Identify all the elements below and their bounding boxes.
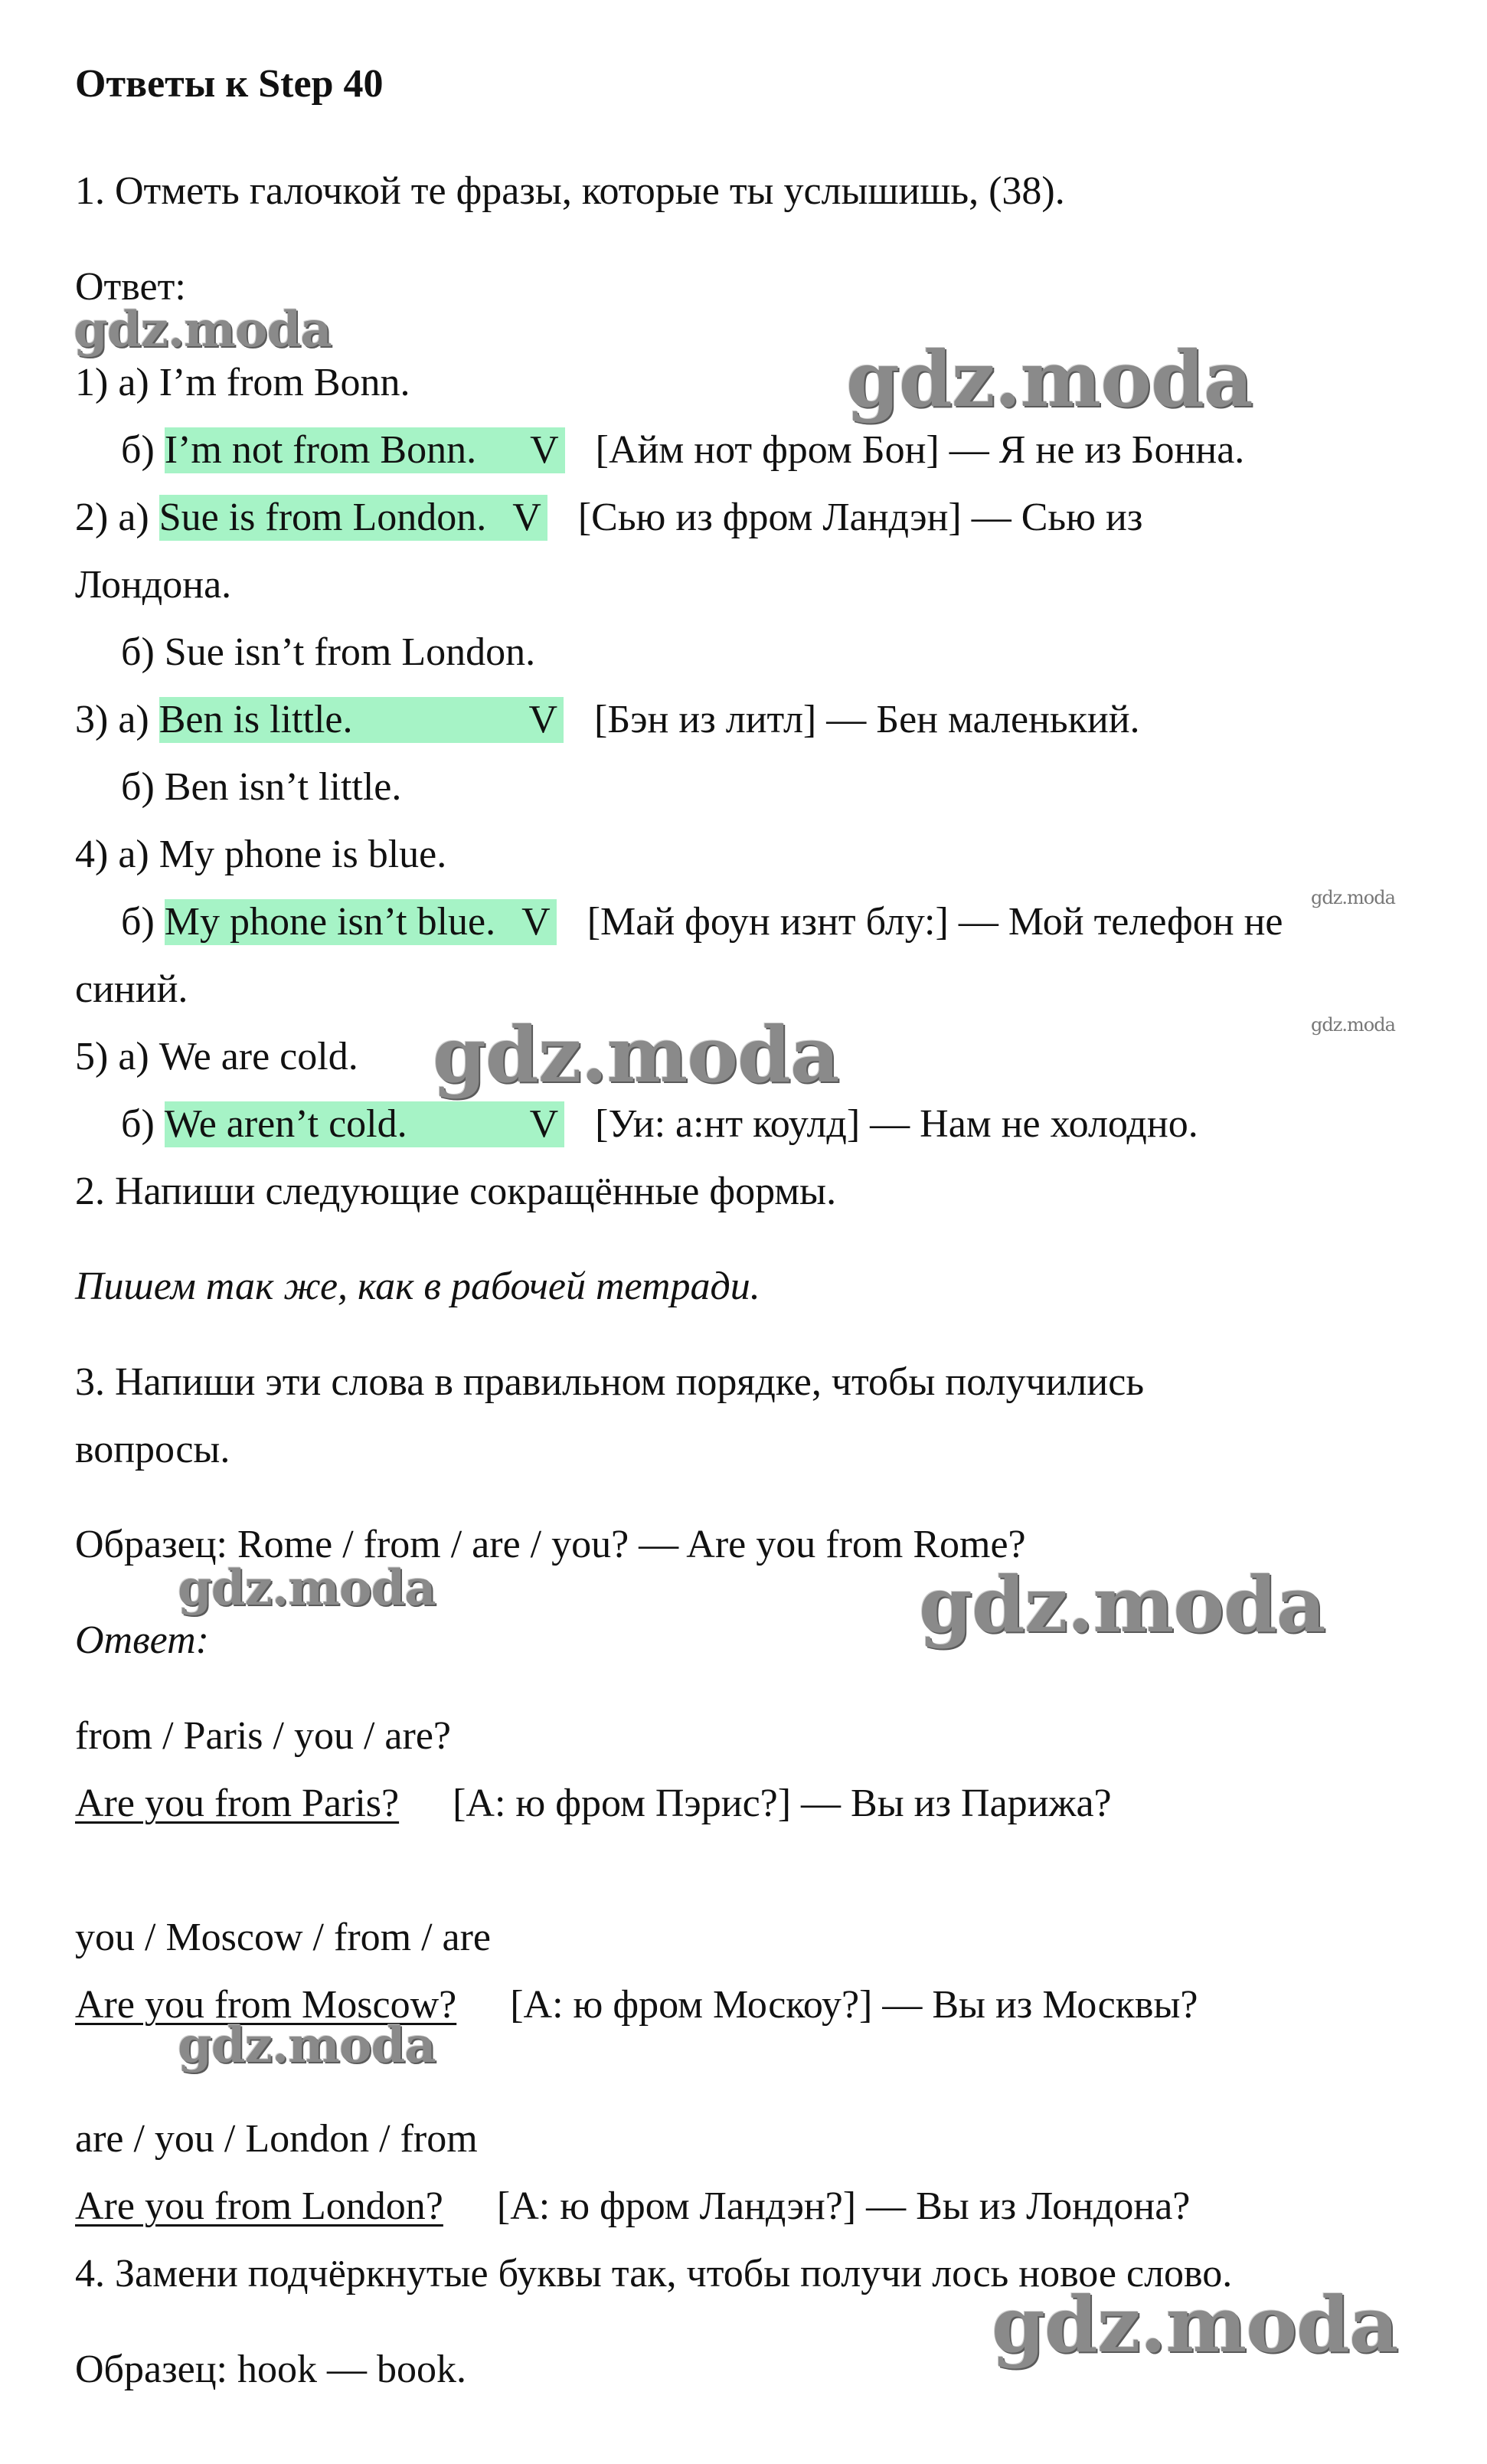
- task3-example: Образец: Rome / from / are / you? — Are you from Rome?: [75, 1523, 1026, 1566]
- checkmark: V: [528, 698, 558, 741]
- watermark: gdz.moda: [992, 2279, 1398, 2370]
- highlight-selected-phrase: I’m not from Bonn. V: [165, 427, 565, 473]
- task1-item3-b: б) Ben isn’t little.: [121, 765, 402, 809]
- task3-heading-line2: вопросы.: [75, 1428, 230, 1471]
- task3-item1-answer: Are you from Paris? [А: ю фром Пэрис?] — Вы из Парижа?: [75, 1782, 1112, 1825]
- task1-item2-b: б) Sue isn’t from London.: [121, 630, 536, 674]
- task3-item2-answer: Are you from Moscow? [А: ю фром Москоу?] — Вы из Москвы?: [75, 1983, 1198, 2027]
- watermark: gdz.moda: [1311, 887, 1395, 908]
- task4-example: Образец: hook — book.: [75, 2348, 466, 2391]
- task1-item4-b: б) My phone isn’t blue. V [Май фоун изнт блу:] — Мой телефон не: [121, 900, 1283, 944]
- task1-item2-a: 2) а) Sue is from London. V [Сью из фром Ландэн] — Сью из: [75, 496, 1143, 539]
- task1-item5-a: 5) а) We are cold.: [75, 1035, 358, 1078]
- highlight-selected-phrase: My phone isn’t blue. V: [165, 899, 557, 945]
- checkmark: V: [530, 428, 559, 472]
- highlight-selected-phrase: Ben is little. V: [159, 697, 564, 743]
- task4-heading: 4. Замени подчёркнутые буквы так, чтобы получи лось новое слово.: [75, 2252, 1233, 2295]
- task3-item3-words: are / you / London / from: [75, 2117, 478, 2161]
- watermark: gdz.moda: [178, 1559, 436, 1617]
- task3-item2-words: you / Moscow / from / are: [75, 1916, 492, 1959]
- highlight-selected-phrase: Sue is from London. V: [159, 495, 547, 541]
- task1-item2-a-continued: Лондона.: [75, 563, 232, 607]
- task2-heading: 2. Напиши следующие сокращённые формы.: [75, 1170, 837, 1213]
- highlight-selected-phrase: We aren’t cold. V: [165, 1101, 564, 1147]
- task1-item4-a: 4) а) My phone is blue.: [75, 833, 447, 876]
- task3-item3-answer: Are you from London? [А: ю фром Ландэн?] — Вы из Лондона?: [75, 2184, 1191, 2228]
- task1-item1-a: 1) а) I’m from Bonn.: [75, 361, 410, 404]
- checkmark: V: [512, 496, 541, 539]
- watermark: gdz.moda: [178, 2017, 436, 2074]
- task1-item1-b: б) I’m not from Bonn. V [Айм нот фром Бон] — Я не из Бонна.: [121, 428, 1245, 472]
- watermark: gdz.moda: [919, 1559, 1325, 1650]
- watermark: gdz.moda: [1311, 1014, 1395, 1036]
- task3-item1-words: from / Paris / you / are?: [75, 1714, 451, 1758]
- checkmark: V: [529, 1102, 559, 1146]
- watermark: gdz.moda: [433, 1009, 839, 1100]
- task1-item5-b: б) We aren’t cold. V [Уи: а:нт коулд] — Нам не холодно.: [121, 1102, 1198, 1146]
- task3-answer-label: Ответ:: [75, 1618, 209, 1662]
- task3-heading-line1: 3. Напиши эти слова в правильном порядке, чтобы получились: [75, 1360, 1145, 1404]
- watermark: gdz.moda: [846, 334, 1253, 424]
- task1-item3-a: 3) а) Ben is little. V [Бэн из литл] — Бен маленький.: [75, 698, 1140, 741]
- task1-answer-label: Ответ:: [75, 265, 186, 309]
- task1-heading: 1. Отметь галочкой те фразы, которые ты услышишь, (38).: [75, 169, 1065, 213]
- page-title: Ответы к Step 40: [75, 62, 384, 106]
- checkmark: V: [521, 900, 551, 944]
- task1-item4-b-continued: синий.: [75, 967, 188, 1011]
- task2-note: Пишем так же, как в рабочей тетради.: [75, 1265, 760, 1308]
- watermark: gdz.moda: [74, 301, 332, 358]
